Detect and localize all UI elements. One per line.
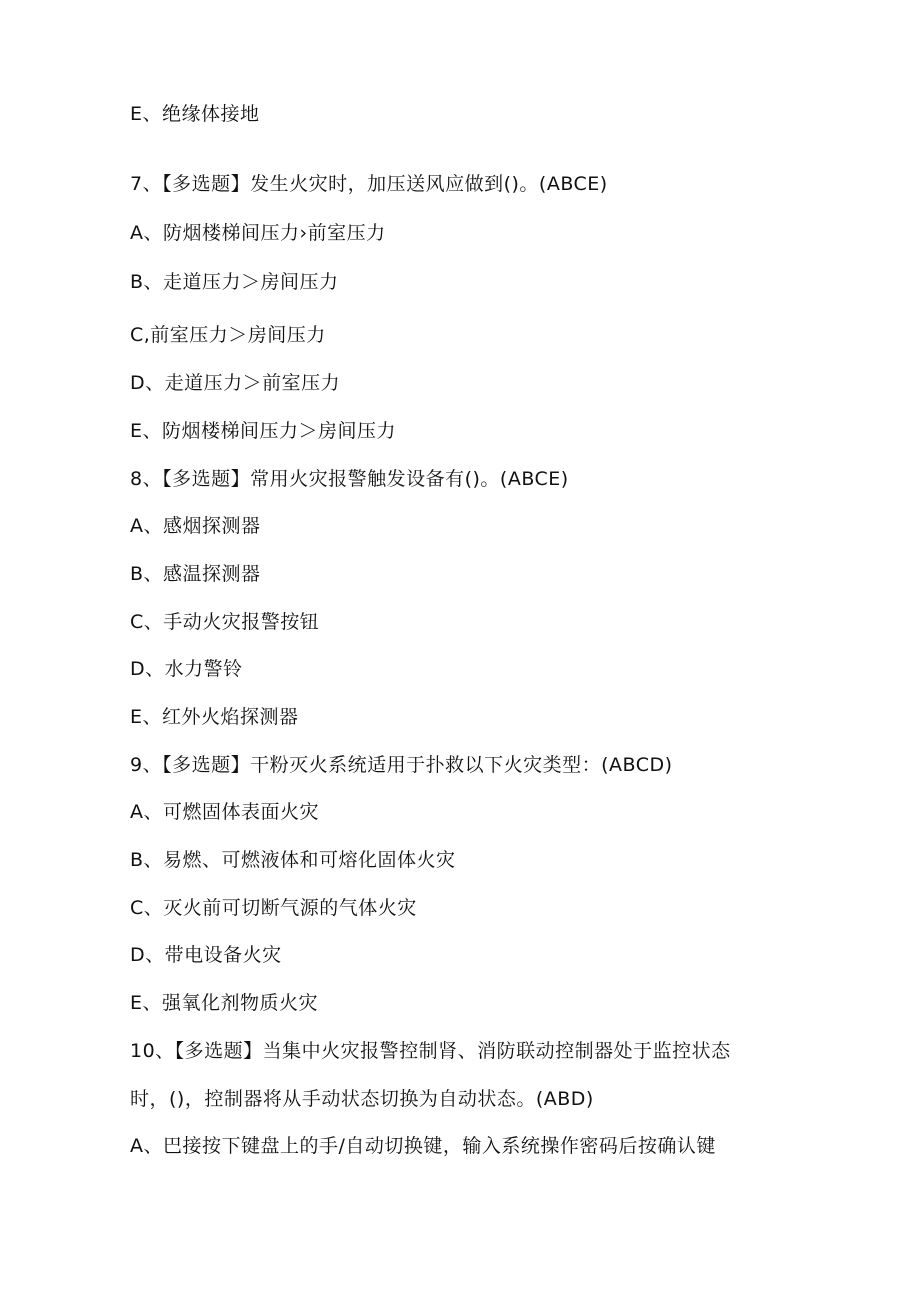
option-8e: E、红外火焰探测器 [130, 706, 299, 728]
option-10a: A、巴接按下键盘上的手/自动切换键，输入系统操作密码后按确认键 [130, 1135, 716, 1157]
question-8: 8、【多选题】常用火灾报警触发设备有()。(ABCE) [130, 468, 569, 490]
option-9a: A、可燃固体表面火灾 [130, 801, 319, 823]
option-8b: B、感温探测器 [130, 563, 261, 585]
option-7b: B、走道压力＞房间压力 [130, 271, 339, 293]
option-8a: A、感烟探测器 [130, 515, 261, 537]
option-8c: C、手动火灾报警按钮 [130, 611, 320, 633]
option-9d: D、带电设备火灾 [130, 944, 282, 966]
question-10: 10、【多选题】当集中火灾报警控制肾、消防联动控制器处于监控状态 [130, 1040, 731, 1062]
option-9c: C、灭火前可切断气源的气体火灾 [130, 897, 417, 919]
question-9: 9、【多选题】干粉灭火系统适用于扑救以下火灾类型：(ABCD) [130, 754, 673, 776]
option-9e: E、强氧化剂物质火灾 [130, 992, 319, 1014]
option-7e: E、防烟楼梯间压力＞房间压力 [130, 420, 397, 442]
option-9b: B、易燃、可燃液体和可熔化固体火灾 [130, 849, 456, 871]
option-6e: E、绝缘体接地 [130, 103, 260, 125]
question-10-continued: 时，()，控制器将从手动状态切换为自动状态。(ABD) [130, 1088, 594, 1110]
question-7: 7、【多选题】发生火灾时，加压送风应做到()。(ABCE) [130, 173, 608, 195]
option-7a: A、防烟楼梯间压力›前室压力 [130, 222, 386, 244]
option-7c: C,前室压力＞房间压力 [130, 324, 326, 346]
option-7d: D、走道压力＞前室压力 [130, 372, 341, 394]
option-8d: D、水力警铃 [130, 658, 243, 680]
